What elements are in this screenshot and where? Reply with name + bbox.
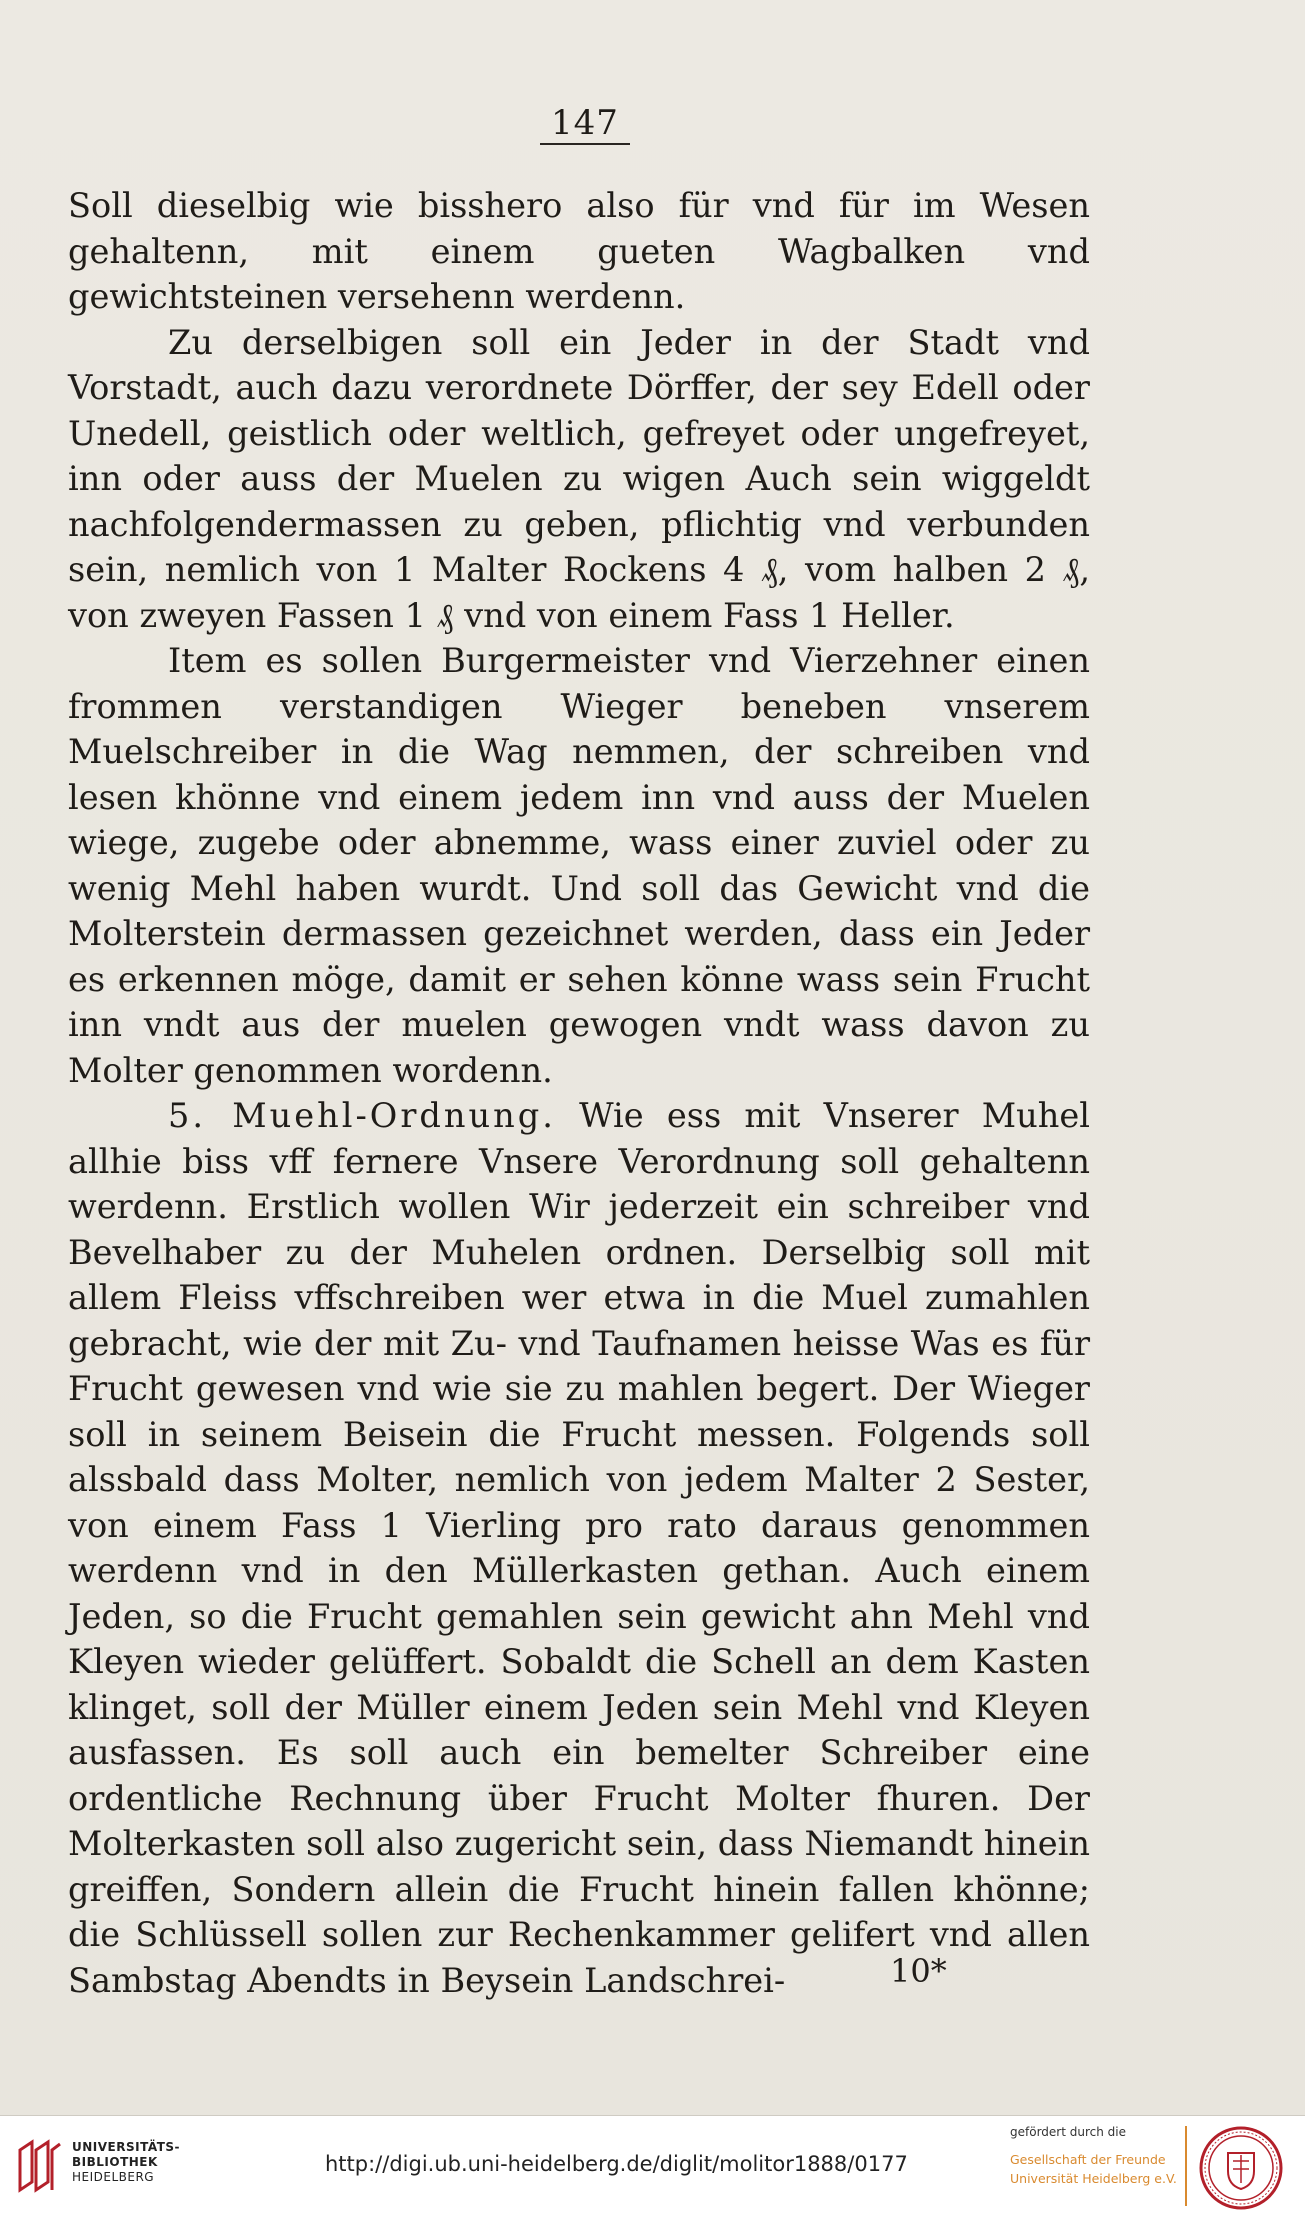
paragraph-2: Zu derselbigen soll ein Jeder in der Stadt vnd Vorstadt, auch dazu verordnete Dörffer, der sey Edell oder Unedell, geistlich oder weltlich, gefreyet oder ungefreyet, inn oder auss der Muelen zu wigen Auch sein wiggeldt nachfolgendermassen zu geben, pflichtig vnd verbunden sein, nemlich von 1 Malter Rockens 4 ₰, vom halben 2 ₰, von zweyen Fassen 1 ₰ vnd von einem Fass 1 Heller. — [68, 322, 1090, 635]
library-name — [72, 2140, 180, 2185]
sponsor-caption: gefördert durch die — [1010, 2125, 1126, 2139]
footer — [0, 2116, 1305, 2215]
section-heading: 5. Muehl-Ordnung. — [168, 1096, 556, 1135]
catchword: 10* — [890, 1952, 947, 1990]
sponsor-name — [1010, 2150, 1177, 2188]
library-line-2: BIBLIOTHEK — [72, 2155, 158, 2169]
permalink-url[interactable]: http://digi.ub.uni-heidelberg.de/diglit/molitor1888/0177 — [325, 2152, 908, 2176]
paragraph-1: Soll dieselbig wie bisshero also für vnd für im Wesen gehaltenn, mit einem gueten Wagbalken vnd gewichtsteinen versehenn werdenn. — [68, 186, 1090, 316]
ub-heidelberg-logo-icon — [14, 2136, 66, 2196]
paragraph-4 — [68, 1093, 1090, 2003]
sponsor-line-1: Gesellschaft der Freunde — [1010, 2152, 1166, 2167]
paragraph-3: Item es sollen Burgermeister vnd Vierzehner einen frommen verstandigen Wieger beneben vnserem Muelschreiber in die Wag nemmen, der schreiben vnd lesen khönne vnd einem jedem inn vnd auss der Muelen wiege, zugebe oder abnemme, wass einer zuviel oder zu wenig Mehl haben wurdt. Und soll das Gewicht vnd die Molterstein dermassen gezeichnet werden, dass ein Jeder es erkennen möge, damit er sehen könne wass sein Frucht inn vndt aus der muelen gewogen vndt wass davon zu Molter genommen wordenn. — [68, 641, 1090, 1090]
page-number-rule — [540, 143, 630, 145]
sponsor-line-2: Universität Heidelberg e.V. — [1010, 2171, 1177, 2186]
body-text — [68, 183, 1090, 2003]
library-line-1: UNIVERSITÄTS- — [72, 2140, 181, 2154]
paragraph-4-text: Wie ess mit Vnserer Muhel allhie biss vff fernere Vnsere Verordnung soll gehaltenn werdenn. Erstlich wollen Wir jederzeit ein schreiber vnd Bevelhaber zu der Muhelen ordnen. Derselbig soll mit allem Fleiss vffschreiben wer etwa in die Muel zumahlen gebracht, wie der mit Zu- vnd Taufnamen heisse Was es für Frucht gewesen vnd wie sie zu mahlen begert. Der Wieger soll in seinem Beisein die Frucht messen. Folgends soll alssbald dass Molter, nemlich von jedem Malter 2 Sester, von einem Fass 1 Vierling pro rato daraus genommen werdenn vnd in den Müllerkasten gethan. Auch einem Jeden, so die Frucht gemahlen sein gewicht ahn Mehl vnd Kleyen wieder gelüffert. Sobaldt die Schell an dem Kasten klinget, soll der Müller einem Jeden sein Mehl vnd Kleyen ausfassen. Es soll auch ein bemelter Schreiber eine ordentliche Rechnung über Frucht Molter fhuren. Der Molterkasten soll also zugericht sein, dass Niemandt hinein greiffen, Sondern allein die Frucht hinein fallen khönne; die Schlüssell sollen zur Rechenkammer gelifert vnd allen Sambstag Abendts in Beysein Landschrei- — [68, 1096, 1090, 2000]
library-line-3: HEIDELBERG — [72, 2170, 155, 2184]
sponsor-divider — [1185, 2126, 1187, 2206]
university-seal-icon — [1198, 2125, 1284, 2211]
page-number: 147 — [551, 103, 619, 143]
